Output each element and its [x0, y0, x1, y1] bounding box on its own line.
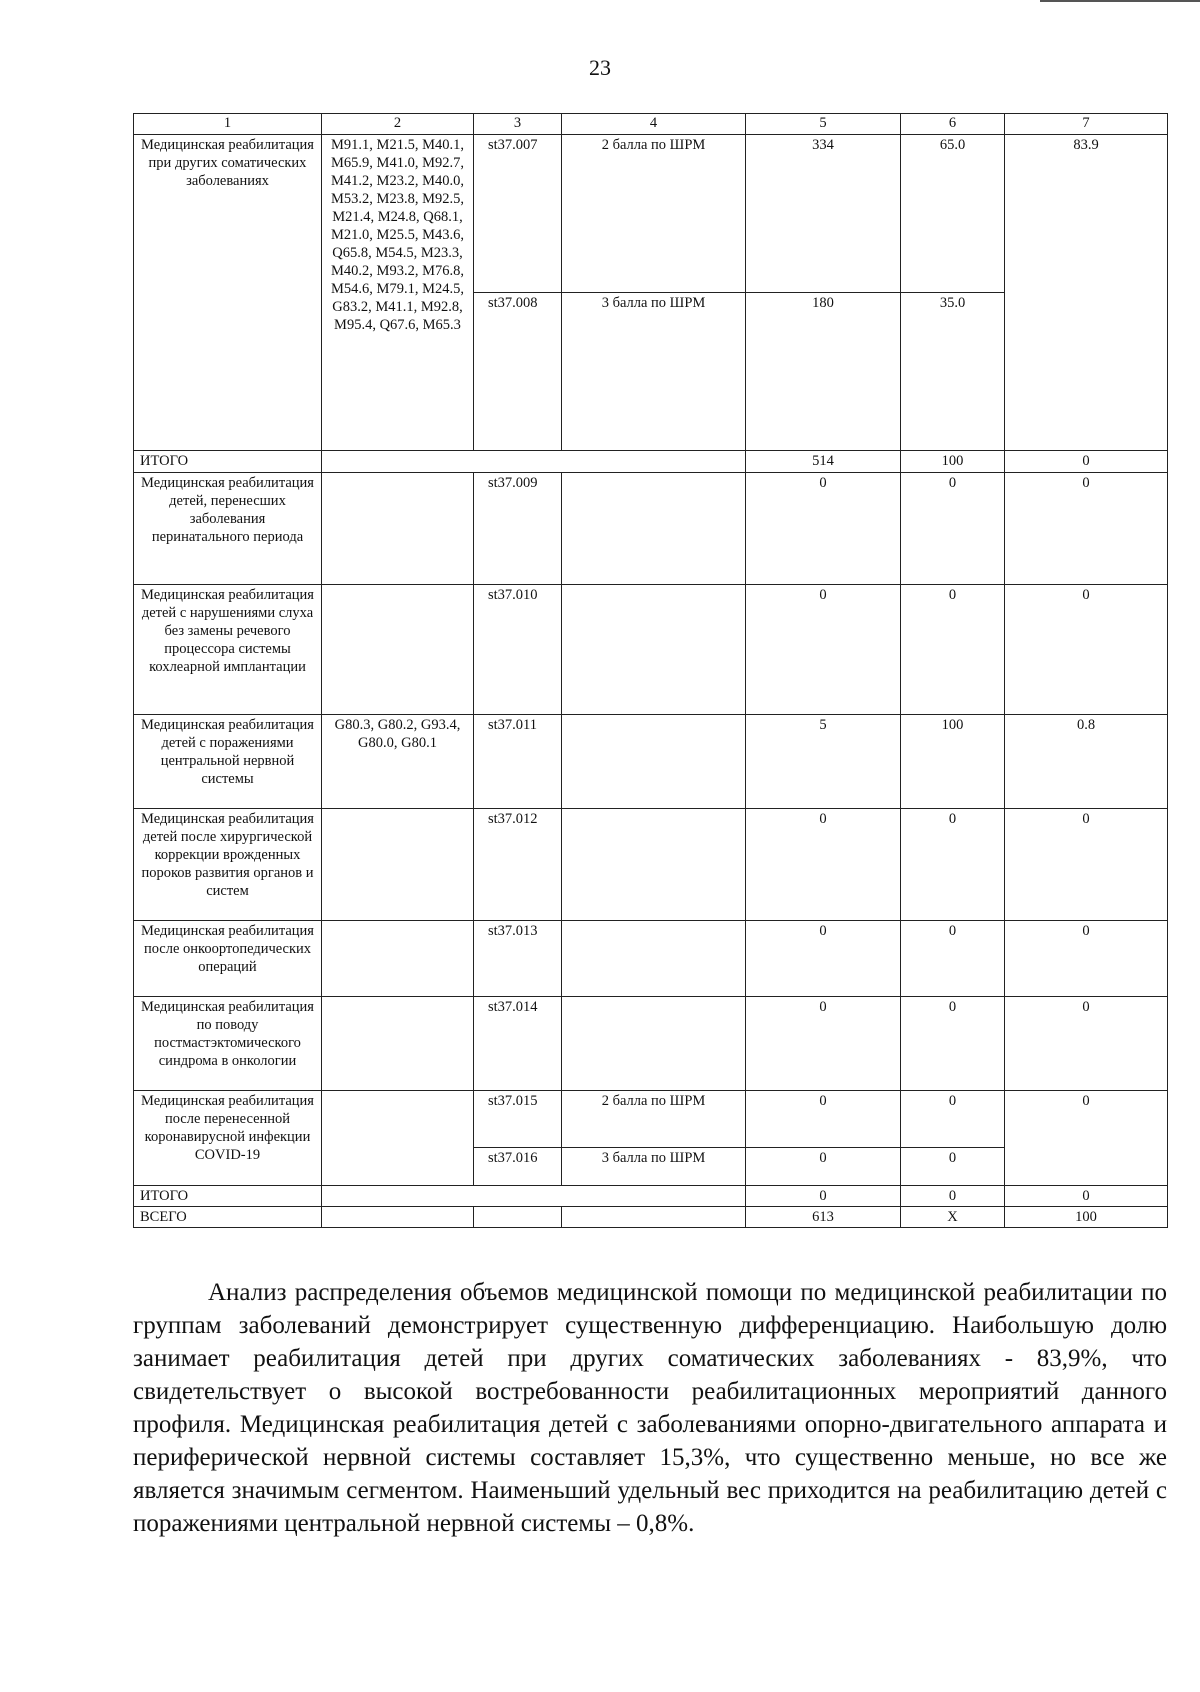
- share-in-group: 0: [901, 473, 1005, 585]
- table-row: [134, 715, 1168, 809]
- ksg-code: st37.008: [474, 293, 562, 451]
- share-in-group: 100: [901, 451, 1005, 473]
- table-row: [134, 1091, 1168, 1148]
- empty-cell: [322, 451, 746, 473]
- ksg-code: st37.012: [474, 809, 562, 921]
- share-in-group: 0: [901, 809, 1005, 921]
- shrm-score: 2 балла по ШРМ: [562, 1091, 746, 1148]
- column-number: 3: [474, 114, 562, 135]
- share-in-group: 0: [901, 997, 1005, 1091]
- shrm-score: [562, 715, 746, 809]
- diagnosis-codes: M91.1, M21.5, M40.1, M65.9, M41.0, M92.7, M41.2, M23.2, M40.0, M53.2, M23.8, M92.5, M21.4, M24.8, Q68.1, M21.0, M25.5, M43.6, Q65.8, M54.5, M23.3, M40.2, M93.2, M76.8, M54.6, M79.1, M24.5, G83.2, M41.1, M92.8, M95.4, Q67.6, M65.3: [322, 135, 474, 451]
- share-of-total: 0: [1005, 451, 1168, 473]
- table-row: [134, 585, 1168, 715]
- shrm-score: [562, 473, 746, 585]
- table-row: [134, 997, 1168, 1091]
- ksg-code: st37.014: [474, 997, 562, 1091]
- empty-cell: [474, 1207, 562, 1228]
- cases-count: 0: [746, 921, 901, 997]
- total-label: ИТОГО: [134, 1186, 322, 1207]
- shrm-score: 3 балла по ШРМ: [562, 1148, 746, 1186]
- group-name: Медицинская реабилитация детей с нарушениями слуха без замены речевого процессора системы кохлеарной имплантации: [134, 585, 322, 715]
- group-name: Медицинская реабилитация при других соматических заболеваниях: [134, 135, 322, 451]
- share-of-total: 0.8: [1005, 715, 1168, 809]
- share-of-total: 0: [1005, 921, 1168, 997]
- share-of-total: 0: [1005, 473, 1168, 585]
- cases-count: 0: [746, 1186, 901, 1207]
- column-number: 7: [1005, 114, 1168, 135]
- share-in-group: 65.0: [901, 135, 1005, 293]
- cases-count: 0: [746, 997, 901, 1091]
- cases-count: 334: [746, 135, 901, 293]
- share-in-group: 0: [901, 1186, 1005, 1207]
- cases-count: 180: [746, 293, 901, 451]
- group-name: Медицинская реабилитация по поводу постмастэктомического синдрома в онкологии: [134, 997, 322, 1091]
- column-number-row: [134, 114, 1168, 135]
- ksg-code: st37.007: [474, 135, 562, 293]
- shrm-score: [562, 809, 746, 921]
- grand-total-row: [134, 1207, 1168, 1228]
- shrm-score: [562, 585, 746, 715]
- table-row: [134, 135, 1168, 293]
- empty-cell: [322, 1207, 474, 1228]
- total-row: [134, 1186, 1168, 1207]
- ksg-code: st37.015: [474, 1091, 562, 1148]
- cases-count: 0: [746, 1091, 901, 1148]
- page-number: 23: [589, 55, 611, 80]
- shrm-score: [562, 997, 746, 1091]
- table-row: [134, 921, 1168, 997]
- shrm-score: 2 балла по ШРМ: [562, 135, 746, 293]
- share-of-total: 0: [1005, 809, 1168, 921]
- shrm-score: 3 балла по ШРМ: [562, 293, 746, 451]
- share-in-group: 0: [901, 585, 1005, 715]
- diagnosis-codes: G80.3, G80.2, G93.4, G80.0, G80.1: [322, 715, 474, 809]
- cases-count: 0: [746, 1148, 901, 1186]
- share-of-total: 100: [1005, 1207, 1168, 1228]
- empty-cell: [322, 1186, 746, 1207]
- top-rule: [1040, 0, 1200, 2]
- total-row: [134, 451, 1168, 473]
- share-of-total: 0: [1005, 1091, 1168, 1186]
- column-number: 4: [562, 114, 746, 135]
- share-of-total: 0: [1005, 585, 1168, 715]
- share-of-total: 0: [1005, 997, 1168, 1091]
- total-label: ИТОГО: [134, 451, 322, 473]
- rehab-table: [133, 113, 1168, 1228]
- group-name: Медицинская реабилитация после перенесенной коронавирусной инфекции COVID-19: [134, 1091, 322, 1186]
- cases-count: 0: [746, 585, 901, 715]
- share-of-total: 83.9: [1005, 135, 1168, 451]
- share-in-group: 0: [901, 1091, 1005, 1148]
- analysis-text: Анализ распределения объемов медицинской помощи по медицинской реабилитации по группам заболеваний демонстрирует существенную дифференциацию. Наибольшую долю занимает реабилитация детей при других соматических заболеваниях - 83,9%, что свидетельствует о высокой востребованности реабилитационных мероприятий данного профиля. Медицинская реабилитация детей с заболеваниями опорно-двигательного аппарата и периферической нервной системы составляет 15,3%, что существенно меньше, но все же является значимым сегментом. Наименьший удельный вес приходится на реабилитацию детей с поражениями центральной нервной системы – 0,8%.: [133, 1279, 1167, 1537]
- column-number: 5: [746, 114, 901, 135]
- column-number: 1: [134, 114, 322, 135]
- share-of-total: 0: [1005, 1186, 1168, 1207]
- column-number: 2: [322, 114, 474, 135]
- ksg-code: st37.013: [474, 921, 562, 997]
- cases-count: 0: [746, 473, 901, 585]
- ksg-code: st37.016: [474, 1148, 562, 1186]
- cases-count: 514: [746, 451, 901, 473]
- diagnosis-codes: [322, 809, 474, 921]
- diagnosis-codes: [322, 585, 474, 715]
- share-in-group: 0: [901, 1148, 1005, 1186]
- shrm-score: [562, 921, 746, 997]
- ksg-code: st37.009: [474, 473, 562, 585]
- diagnosis-codes: [322, 997, 474, 1091]
- share-in-group: 35.0: [901, 293, 1005, 451]
- column-number: 6: [901, 114, 1005, 135]
- share-in-group: 100: [901, 715, 1005, 809]
- analysis-paragraph: [133, 1276, 1167, 1540]
- diagnosis-codes: [322, 921, 474, 997]
- total-label: ВСЕГО: [134, 1207, 322, 1228]
- table-row: [134, 809, 1168, 921]
- table-row: [134, 473, 1168, 585]
- diagnosis-codes: [322, 1091, 474, 1186]
- ksg-code: st37.011: [474, 715, 562, 809]
- group-name: Медицинская реабилитация детей после хирургической коррекции врожденных пороков развития органов и систем: [134, 809, 322, 921]
- ksg-code: st37.010: [474, 585, 562, 715]
- cases-count: 613: [746, 1207, 901, 1228]
- cases-count: 0: [746, 809, 901, 921]
- group-name: Медицинская реабилитация детей с поражениями центральной нервной системы: [134, 715, 322, 809]
- cases-count: 5: [746, 715, 901, 809]
- group-name: Медицинская реабилитация после онкоортопедических операций: [134, 921, 322, 997]
- share-in-group: 0: [901, 921, 1005, 997]
- empty-cell: [562, 1207, 746, 1228]
- diagnosis-codes: [322, 473, 474, 585]
- share-in-group: Х: [901, 1207, 1005, 1228]
- group-name: Медицинская реабилитация детей, перенесших заболевания перинатального периода: [134, 473, 322, 585]
